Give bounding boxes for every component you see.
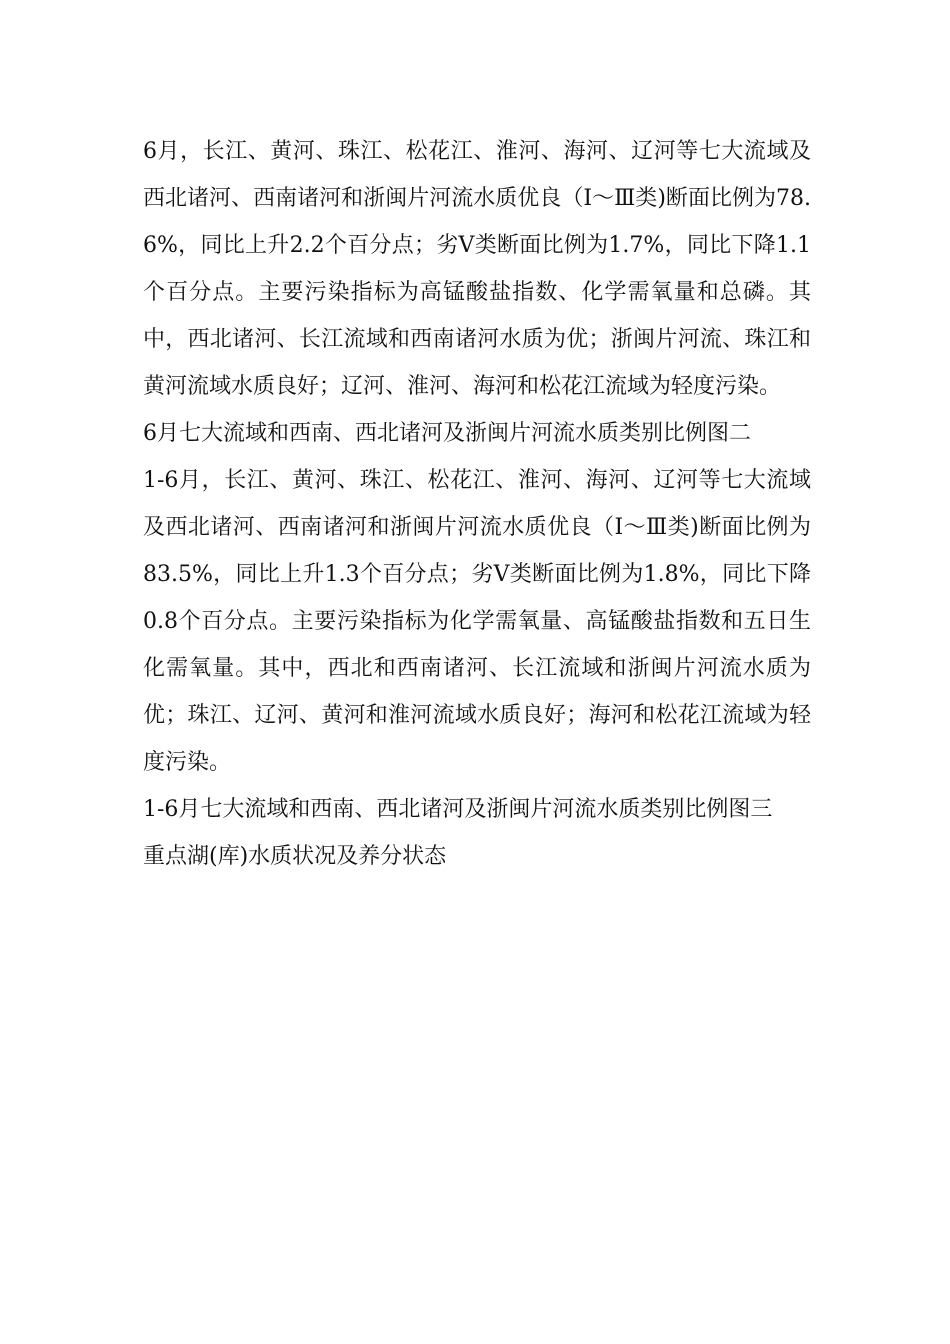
figure-caption-three: 1-6月七大流域和西南、西北诸河及浙闽片河流水质类别比例图三 (143, 797, 773, 822)
figure-caption-two: 6月七大流域和西南、西北诸河及浙闽片河流水质类别比例图二 (143, 421, 751, 446)
paragraph-june-water-quality: 6月，长江、黄河、珠江、松花江、淮河、海河、辽河等七大流域及西北诸河、西南诸河和浙闽片河流水质优良（Ⅰ～Ⅲ类)断面比例为78.6%，同比上升2.2个百分点；劣Ⅴ类断面比例为1.7%，同比下降1.1个百分点。主要污染指标为高锰酸盐指数、化学需氧量和总磷。其中，西北诸河、长江流域和西南诸河水质为优；浙闽片河流、珠江和黄河流域水质良好；辽河、淮河、海河和松花江流域为轻度污染。 (143, 139, 811, 399)
document-content (143, 128, 811, 880)
paragraph-jan-june-water-quality: 1-6月，长江、黄河、珠江、松花江、淮河、海河、辽河等七大流域及西北诸河、西南诸河和浙闽片河流水质优良（Ⅰ～Ⅲ类)断面比例为83.5%，同比上升1.3个百分点；劣Ⅴ类断面比例为1.8%，同比下降0.8个百分点。主要污染指标为化学需氧量、高锰酸盐指数和五日生化需氧量。其中，西北和西南诸河、长江流域和浙闽片河流水质为优；珠江、辽河、黄河和淮河流域水质良好；海河和松花江流域为轻度污染。 (143, 468, 811, 775)
section-heading-lakes: 重点湖(库)水质状况及养分状态 (143, 844, 447, 869)
